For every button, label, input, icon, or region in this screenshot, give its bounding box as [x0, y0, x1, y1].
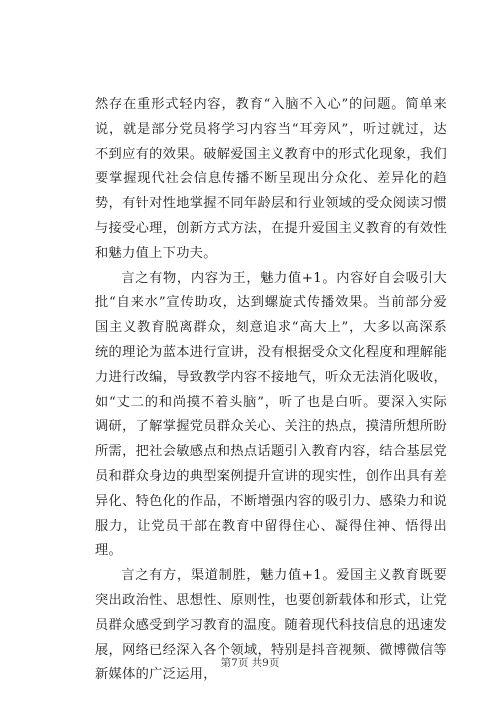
page-number-footer: 第7页 共9页 — [220, 657, 280, 669]
paragraph-1: 然存在重形式轻内容，教育“入脑不入心”的问题。简单来说，就是部分党员将学习内容当“耳旁风”，听过就过，达不到应有的效果。破解爱国主义教育中的形式化现象，我们要掌握现代社会信息传播不断呈现出分众化、差异化的趋势，有针对性地掌握不同年龄层和行业领域的受众阅读习惯与接受心理，创新方式方法，在提升爱国主义教育的有效性和魅力值上下功夫。 — [95, 97, 447, 261]
document-body — [95, 93, 447, 688]
paragraph-3: 言之有方，渠道制胜，魅力值+1。爱国主义教育既要突出政治性、思想性、原则性，也要创新载体和形式，让党员群众感受到学习教育的温度。随着现代科技信息的迅速发展，网络已经深入各个领域，特别是抖音视频、微博微信等新媒体的广泛运用， — [95, 568, 447, 683]
paragraph-2: 言之有物，内容为王，魅力值+1。内容好自会吸引大批“自来水”宣传助攻，达到螺旋式传播效果。当前部分爱国主义教育脱离群众，刻意追求“高大上”，大多以高深系统的理论为蓝本进行宣讲，没有根据受众文化程度和理解能力进行改编，导致教学内容不接地气，听众无法消化吸收，如“丈二的和尚摸不着头脑”，听了也是白听。要深入实际调研，了解掌握党员群众关心、关注的热点，摸清所想所盼所需，把社会敏感点和热点话题引入教育内容，结合基层党员和群众身边的典型案例提升宣讲的现实性，创作出具有差异化、特色化的作品，不断增强内容的吸引力、感染力和说服力，让党员干部在教育中留得住心、凝得住神、悟得出理。 — [95, 270, 447, 559]
